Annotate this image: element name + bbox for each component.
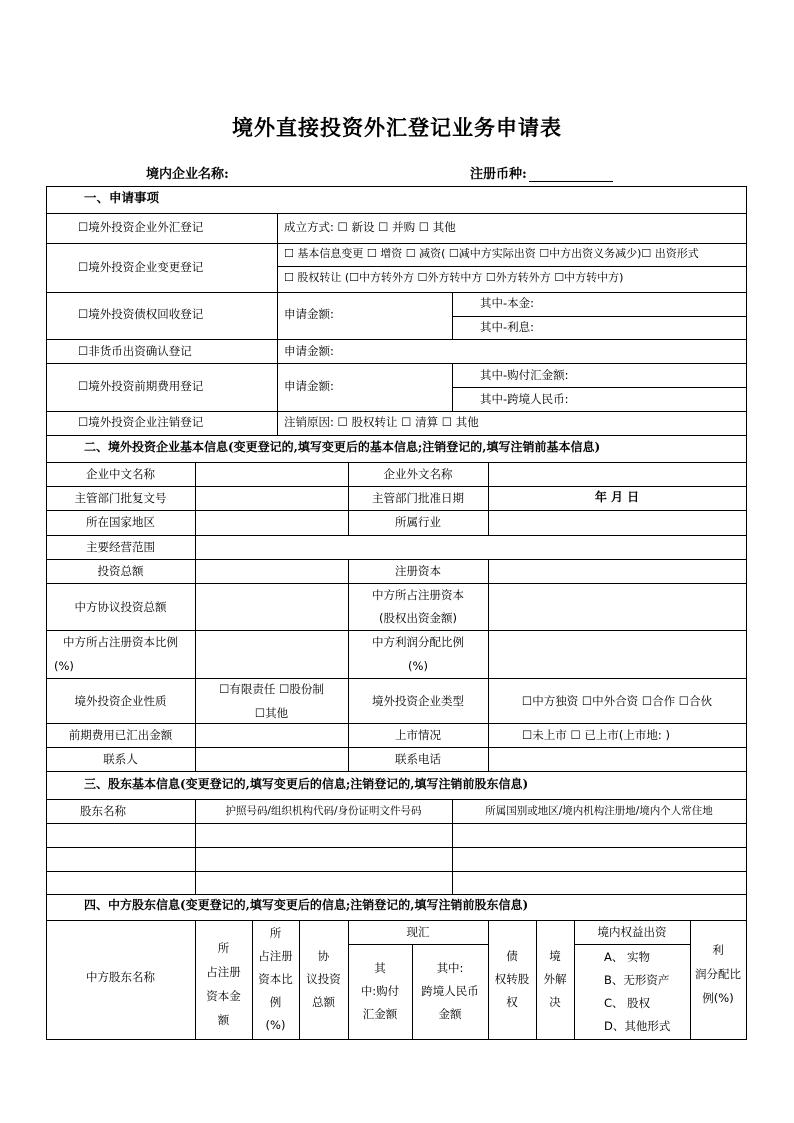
col-profit-ratio-line: 利 xyxy=(712,943,724,957)
label-business-scope: 主要经营范围 xyxy=(86,540,155,554)
label-cn-capital-ratio-unit: (%) xyxy=(54,659,74,673)
equity-option: B、无形资产 xyxy=(604,973,670,987)
col-country-region: 所属国别或地区/境内机构注册地/境内个人常住地 xyxy=(485,805,713,817)
col-overseas-solution xyxy=(536,945,574,1014)
label-country: 所在国家地区 xyxy=(86,515,155,529)
currency-label: 注册币种: xyxy=(470,167,527,182)
col-agreed-investment-line: 协 xyxy=(317,949,330,963)
col-fx-rmb-line: 金额 xyxy=(438,1007,462,1021)
col-fx-purchase-line: 汇金额 xyxy=(362,1007,398,1021)
col-registered-amount-line: 占注册 xyxy=(206,965,241,979)
col-debt-to-equity-line: 债 xyxy=(506,949,518,963)
prefees-fx-label: 其中-购付汇金额: xyxy=(480,368,569,382)
label-industry: 所属行业 xyxy=(395,515,441,529)
col-shareholder-name: 股东名称 xyxy=(80,804,126,818)
label-cn-agreed-investment: 中方协议投资总额 xyxy=(74,600,167,614)
label-cn-registered-capital-note: (股权出资金额) xyxy=(379,611,457,625)
option-prefees[interactable]: ☐境外投资前期费用登记 xyxy=(78,379,204,393)
label-profit-ratio-unit: (%) xyxy=(408,659,428,673)
col-registered-ratio-line: 所 xyxy=(269,926,282,940)
col-registered-ratio xyxy=(252,922,299,1037)
option-overseas-registration[interactable]: ☐境外投资企业外汇登记 xyxy=(78,220,204,234)
col-id-number: 护照号码/组织机构代码/身份证明文件号码 xyxy=(225,805,422,817)
option-nonmonetary[interactable]: ☐非货币出资确认登记 xyxy=(78,344,192,358)
col-agreed-investment-line: 总额 xyxy=(312,995,335,1009)
prefees-rmb-label: 其中-跨境人民币: xyxy=(480,392,569,406)
cancellation-reason-options[interactable]: 注销原因: ☐ 股权转让 ☐ 清算 ☐ 其他 xyxy=(284,415,479,429)
col-registered-ratio-line: 占注册 xyxy=(258,949,293,963)
col-fx-rmb-line: 其中: xyxy=(436,961,464,975)
col-registered-amount xyxy=(195,936,252,1032)
section2-title: 二、境外投资企业基本信息(变更登记的,填写变更后的基本信息;注销登记的,填写注销前基本信息) xyxy=(84,440,601,454)
debt-interest-label: 其中-利息: xyxy=(480,320,535,334)
col-overseas-solution-line: 外解 xyxy=(543,972,567,986)
label-en-name: 企业外文名称 xyxy=(383,467,453,481)
form-title: 境外直接投资外汇登记业务申请表 xyxy=(232,115,562,140)
col-registered-ratio-line: 资本比 xyxy=(258,972,293,986)
equity-transfer-options[interactable]: ☐ 股权转让 (☐中方转外方 ☐外方转中方 ☐外方转外方 ☐中方转中方) xyxy=(284,271,624,284)
label-cn-name: 企业中文名称 xyxy=(86,467,155,481)
col-domestic-equity: 境内权益出资 xyxy=(597,925,667,939)
label-approval-no: 主管部门批复文号 xyxy=(74,491,167,505)
col-debt-to-equity xyxy=(488,945,536,1014)
col-registered-ratio-line: 例 xyxy=(269,995,282,1009)
debt-principal-label: 其中-本金: xyxy=(480,296,535,310)
label-prefees-remitted: 前期费用已汇出金额 xyxy=(68,728,173,742)
col-overseas-solution-line: 决 xyxy=(549,995,561,1009)
col-registered-amount-line: 资本金 xyxy=(206,989,241,1003)
label-cn-registered-capital: 中方所占注册资本 xyxy=(372,588,464,602)
col-profit-ratio-line: 例(%) xyxy=(702,991,734,1005)
col-debt-to-equity-line: 权 xyxy=(506,995,518,1009)
col-overseas-solution-line: 境 xyxy=(549,949,561,963)
col-profit-ratio xyxy=(690,938,746,1010)
col-fx-purchase-line: 中:购付 xyxy=(360,984,400,998)
equity-option: D、其他形式 xyxy=(604,1019,671,1033)
change-type-options[interactable]: ☐ 基本信息变更 ☐ 增资 ☐ 减资( ☐减中方实际出资 ☐中方出资义务减少)☐ 出资形式 xyxy=(284,247,699,260)
label-contact: 联系人 xyxy=(103,752,138,766)
col-registered-amount-line: 额 xyxy=(217,1013,230,1027)
label-total-investment: 投资总额 xyxy=(97,564,144,578)
enterprise-nature-options[interactable]: ☐有限责任 ☐股份制 xyxy=(219,682,324,696)
prefees-amount-label: 申请金额: xyxy=(284,379,334,393)
label-profit-ratio: 中方利润分配比例 xyxy=(372,635,464,649)
equity-option: C、 股权 xyxy=(604,996,651,1010)
approval-date-field[interactable]: 年 月 日 xyxy=(594,490,640,504)
label-enterprise-type: 境外投资企业类型 xyxy=(372,694,464,708)
section1-title: 一、申请事项 xyxy=(84,190,160,205)
col-profit-ratio-line: 润分配比 xyxy=(695,967,741,981)
label-cn-capital-ratio: 中方所占注册资本比例 xyxy=(63,635,178,649)
section4-title: 四、中方股东信息(变更登记的,填写变更后的信息;注销登记的,填写注销前股东信息) xyxy=(84,898,529,912)
section3-title: 三、股东基本信息(变更登记的,填写变更后的信息;注销登记的,填写注销前股东信息) xyxy=(84,777,529,791)
label-enterprise-nature: 境外投资企业性质 xyxy=(74,694,167,708)
option-cancellation[interactable]: ☐境外投资企业注销登记 xyxy=(78,415,204,429)
col-fx-rmb-line: 跨境人民币 xyxy=(421,984,479,998)
option-change-registration[interactable]: ☐境外投资企业变更登记 xyxy=(78,260,204,274)
col-debt-to-equity-line: 权转股 xyxy=(494,972,530,986)
col-agreed-investment-line: 议投资 xyxy=(306,972,341,986)
label-listing-status: 上市情况 xyxy=(395,728,441,742)
col-cn-shareholder-name: 中方股东名称 xyxy=(86,970,155,984)
option-debt-recovery[interactable]: ☐境外投资债权回收登记 xyxy=(78,307,204,321)
label-approval-date: 主管部门批准日期 xyxy=(372,491,464,505)
label-phone: 联系电话 xyxy=(395,752,441,766)
col-fx-rmb xyxy=(412,957,488,1026)
col-fx-purchase xyxy=(348,957,412,1026)
enterprise-type-options[interactable]: ☐中方独资 ☐中外合资 ☐合作 ☐合伙 xyxy=(521,694,713,708)
col-agreed-investment xyxy=(299,945,348,1014)
nonmonetary-amount-label: 申请金额: xyxy=(284,344,334,358)
establishment-method-options[interactable]: 成立方式: ☐ 新设 ☐ 并购 ☐ 其他 xyxy=(284,220,456,234)
col-spot-fx: 现汇 xyxy=(406,925,430,939)
col-domestic-equity-options xyxy=(604,946,670,1038)
listing-status-options[interactable]: ☐未上市 ☐ 已上市(上市地: ) xyxy=(522,728,670,742)
col-registered-ratio-line: (%) xyxy=(265,1018,286,1032)
col-registered-amount-line: 所 xyxy=(217,941,230,955)
equity-option: A、 实物 xyxy=(604,950,651,964)
company-name-label: 境内企业名称: xyxy=(146,167,229,182)
enterprise-nature-other[interactable]: ☐其他 xyxy=(254,706,289,720)
col-fx-purchase-line: 其 xyxy=(374,961,386,975)
debt-amount-label: 申请金额: xyxy=(284,307,334,321)
label-registered-capital: 注册资本 xyxy=(395,564,441,578)
